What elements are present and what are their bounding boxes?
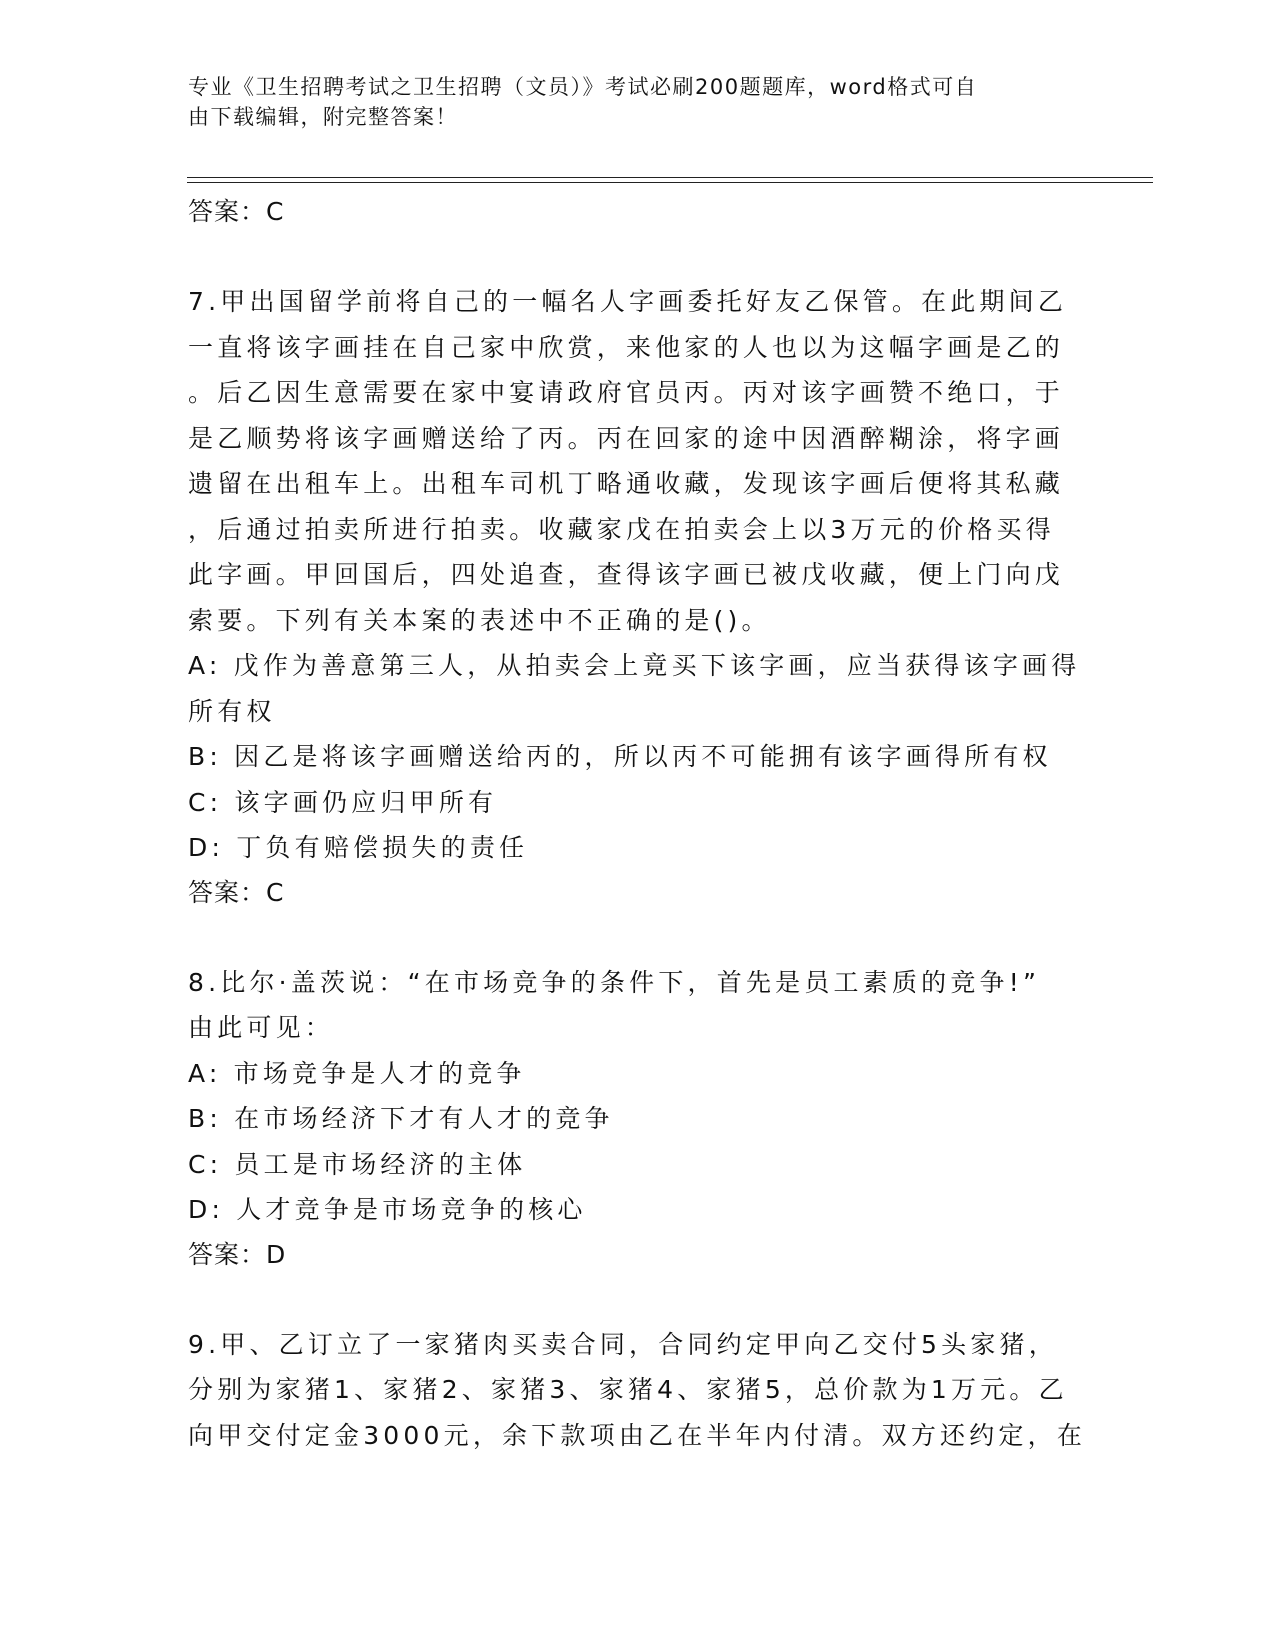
question-7-option-b: B: 因乙是将该字画赠送给丙的，所以丙不可能拥有该字画得所有权 bbox=[188, 742, 1052, 771]
question-8-option-b: B: 在市场经济下才有人才的竞争 bbox=[188, 1104, 614, 1133]
question-7-answer: 答案：C bbox=[188, 877, 285, 907]
question-8-line: 由此可见： bbox=[188, 1013, 335, 1042]
question-7-line: 是乙顺势将该字画赠送给了丙。丙在回家的途中因酒醉糊涂，将字画 bbox=[188, 423, 1065, 453]
question-8-option-c: C: 员工是市场经济的主体 bbox=[188, 1149, 527, 1179]
header-divider-bottom bbox=[187, 182, 1153, 183]
question-8-option-a: A: 市场竞争是人才的竞争 bbox=[188, 1058, 526, 1088]
document-body bbox=[188, 190, 1088, 1458]
question-8 bbox=[188, 960, 1088, 1277]
question-7-line: 索要。下列有关本案的表述中不正确的是()。 bbox=[188, 605, 771, 635]
header-line-2: 由下载编辑，附完整答案！ bbox=[188, 105, 458, 129]
question-7-line: 遗留在出租车上。出租车司机丁略通收藏，发现该字画后便将其私藏 bbox=[188, 469, 1065, 498]
question-7-option-d: D: 丁负有赔偿损失的责任 bbox=[188, 833, 529, 862]
question-8-option-d: D: 人才竞争是市场竞争的核心 bbox=[188, 1195, 587, 1224]
question-8-line: 8.比尔·盖茨说：“在市场竞争的条件下，首先是员工素质的竞争!” bbox=[188, 967, 1041, 997]
question-7-option-c: C: 该字画仍应归甲所有 bbox=[188, 787, 498, 817]
question-7-option-a-cont: 所有权 bbox=[188, 696, 276, 726]
question-9 bbox=[188, 1322, 1088, 1459]
question-8-answer: 答案：D bbox=[188, 1239, 287, 1269]
question-7-line: 。后乙因生意需要在家中宴请政府官员丙。丙对该字画赞不绝口，于 bbox=[188, 378, 1065, 407]
question-9-line: 分别为家猪1、家猪2、家猪3、家猪4、家猪5，总价款为1万元。乙 bbox=[188, 1375, 1068, 1404]
question-7-option-a: A: 戊作为善意第三人，从拍卖会上竟买下该字画，应当获得该字画得 bbox=[188, 651, 1081, 680]
question-7 bbox=[188, 279, 1088, 915]
header-line-1: 专业《卫生招聘考试之卫生招聘（文员）》考试必刷200题题库，word格式可自 bbox=[188, 75, 978, 99]
document-header bbox=[188, 72, 1068, 132]
question-9-line: 9.甲、乙订立了一家猪肉买卖合同，合同约定甲向乙交付5头家猪， bbox=[188, 1329, 1058, 1359]
question-7-line: 一直将该字画挂在自己家中欣赏，来他家的人也以为这幅字画是乙的 bbox=[188, 332, 1065, 362]
question-7-line: ，后通过拍卖所进行拍卖。收藏家戊在拍卖会上以3万元的价格买得 bbox=[188, 514, 1055, 544]
question-6-answer: 答案：C bbox=[188, 197, 285, 226]
question-9-line: 向甲交付定金3000元，余下款项由乙在半年内付清。双方还约定，在 bbox=[188, 1420, 1087, 1450]
header-divider-top bbox=[187, 177, 1153, 178]
question-7-line: 7.甲出国留学前将自己的一幅名人字画委托好友乙保管。在此期间乙 bbox=[188, 287, 1068, 316]
question-7-line: 此字画。甲回国后，四处追查，查得该字画已被戊收藏，便上门向戊 bbox=[188, 560, 1065, 589]
